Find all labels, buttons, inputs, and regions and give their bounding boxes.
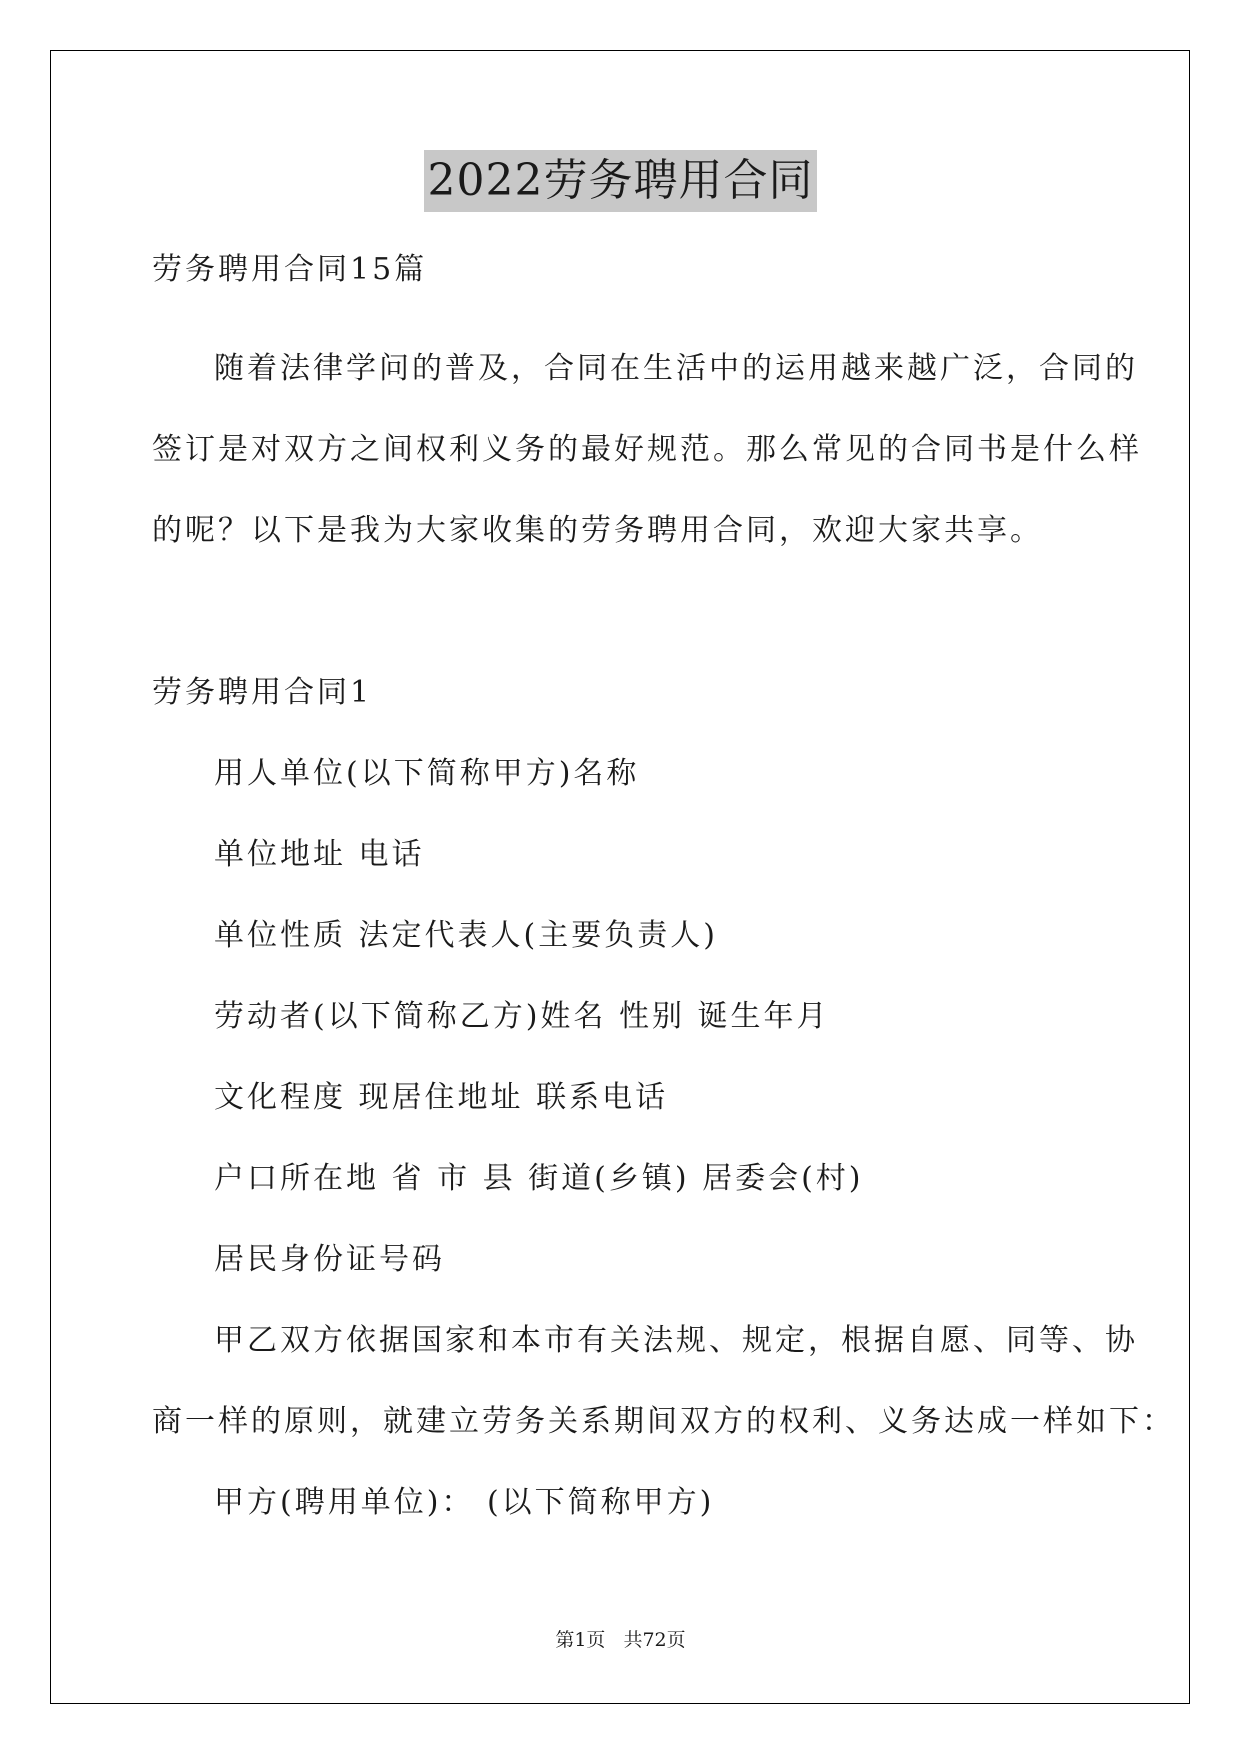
- document-title: 2022劳务聘用合同: [424, 150, 818, 212]
- field-worker-info: 劳动者(以下简称乙方)姓名 性别 诞生年月: [214, 999, 830, 1034]
- intro-line-3: 的呢？以下是我为大家收集的劳务聘用合同，欢迎大家共享。: [152, 513, 1043, 548]
- field-hukou: 户口所在地 省 市 县 街道(乡镇) 居委会(村): [214, 1161, 864, 1196]
- section-heading: 劳务聘用合同1: [152, 675, 373, 710]
- subtitle: 劳务聘用合同15篇: [152, 252, 428, 287]
- title-wrap: [0, 150, 1241, 212]
- field-id-number: 居民身份证号码: [214, 1242, 445, 1277]
- field-employer-nature: 单位性质 法定代表人(主要负责人): [214, 918, 718, 953]
- page-footer: [0, 1628, 1241, 1652]
- page-border: [50, 50, 1190, 1704]
- field-education: 文化程度 现居住地址 联系电话: [214, 1080, 669, 1115]
- intro-line-1: 随着法律学问的普及，合同在生活中的运用越来越广泛，合同的: [214, 351, 1138, 386]
- agreement-line-2: 商一样的原则，就建立劳务关系期间双方的权利、义务达成一样如下：: [152, 1404, 1175, 1439]
- intro-line-2: 签订是对双方之间权利义务的最好规范。那么常见的合同书是什么样: [152, 432, 1142, 467]
- field-employer-address: 单位地址 电话: [214, 837, 425, 872]
- party-a-line: 甲方(聘用单位)： (以下简称甲方): [214, 1485, 715, 1520]
- page-total: 共72页: [623, 1629, 686, 1651]
- field-employer-name: 用人单位(以下简称甲方)名称: [214, 756, 640, 791]
- agreement-line-1: 甲乙双方依据国家和本市有关法规、规定，根据自愿、同等、协: [214, 1323, 1138, 1358]
- page-number: 第1页: [555, 1629, 606, 1651]
